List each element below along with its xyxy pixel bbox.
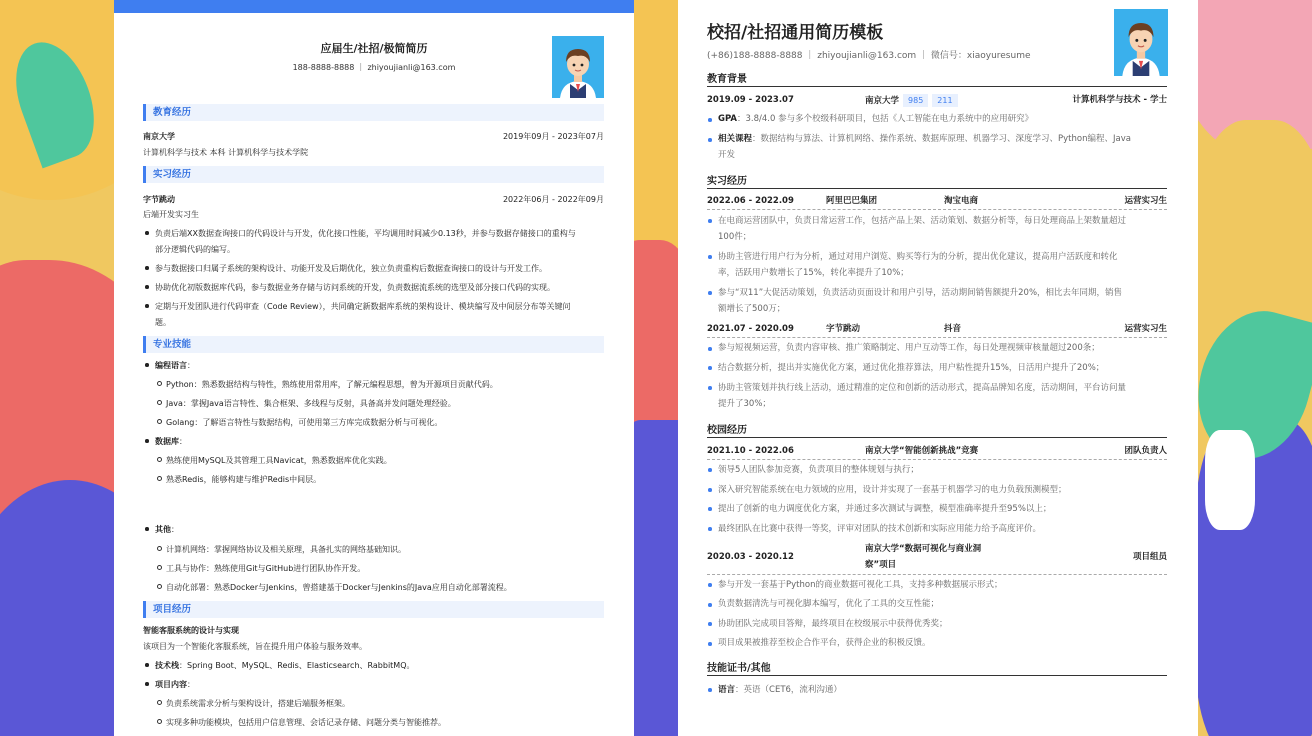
campus-role: 团队负责人	[1124, 446, 1167, 456]
job-line: 100件；	[718, 232, 752, 242]
job-line: 率，活跃用户数增长了15%，转化率提升了10%；	[718, 268, 909, 278]
sub-bullet	[157, 719, 162, 724]
job-line: 协助主管进行用户行为分析，通过对用户浏览、购买等行为的分析，提出优化建议，提高用户活跃度和转化	[718, 252, 1118, 262]
section-skills: 专业技能	[143, 336, 604, 353]
stack-value: ：Spring Boot、MySQL、Redis、Elasticsearch、RabbitMQ。	[179, 661, 415, 670]
bullet-dot	[708, 622, 712, 626]
course-cont: 开发	[718, 150, 736, 160]
resume-title: 应届生/社招/极简简历	[320, 42, 428, 55]
language-value: ：英语（CET6，流利沟通）	[735, 685, 842, 695]
school-name: 南京大学	[865, 96, 900, 106]
gpa-label: GPA	[718, 114, 738, 124]
tag-211: 211	[932, 94, 957, 107]
bullet-dot	[708, 642, 712, 646]
education-date: 2019年09月 - 2023年07月	[502, 132, 604, 141]
campus-date: 2021.10 - 2022.06	[707, 446, 794, 456]
skill-item: 计算机网络：掌握网络协议及相关原理，具备扎实的网络基础知识。	[166, 545, 406, 554]
internship-bullet: 协助优化初版数据库代码，参与数据业务存储与访问系统的开发，负责数据流系统的选型及部分接口代码的实现。	[155, 283, 555, 292]
bullet-dot	[708, 468, 712, 472]
job-line: 额增长了500万；	[718, 304, 786, 314]
internship-bullet-cont: 部分逻辑代码的编写。	[155, 245, 235, 254]
sub-bullet	[157, 476, 162, 481]
skill-group-label: 其他	[155, 525, 171, 534]
job-date: 2021.07 - 2020.09	[707, 324, 794, 334]
bullet-dot	[145, 285, 149, 289]
sub-bullet	[157, 457, 162, 462]
colon: ：	[179, 437, 187, 446]
section-projects: 项目经历	[143, 601, 604, 618]
campus-line: 深入研究智能系统在电力领域的应用，设计并实现了一套基于机器学习的电力负载预测模型；	[718, 485, 1067, 495]
bullet-dot	[145, 304, 149, 308]
sub-bullet	[157, 565, 162, 570]
job-role: 运营实习生	[1124, 324, 1167, 334]
bullet-dot	[145, 439, 149, 443]
bullet-dot	[708, 688, 712, 692]
colon: ：	[171, 525, 179, 534]
bullet-dot	[708, 488, 712, 492]
campus-line: 项目成果被推荐至校企合作平台，获得企业的积极反馈。	[718, 638, 931, 648]
section-certificates: 技能证书/其他	[707, 659, 1167, 676]
education-major: 计算机科学与技术 本科 计算机科学与技术学院	[143, 148, 309, 157]
skill-group-label: 数据库	[155, 437, 179, 446]
skill-item: 工具与协作：熟练使用Git与GitHub进行团队协作开发。	[166, 564, 366, 573]
sub-bullet	[157, 381, 162, 386]
sub-bullet	[157, 546, 162, 551]
colon: ：	[187, 361, 195, 370]
skill-item: Golang：了解语言特性与数据结构，可使用第三方库完成数据分析与可视化。	[166, 418, 443, 427]
project-item: 实现多种功能模块，包括用户信息管理、会话记录存储、问题分类与智能推荐。	[166, 718, 446, 727]
education-date: 2019.09 - 2023.07	[707, 95, 794, 105]
course-label: 相关课程	[718, 134, 753, 144]
campus-line: 领导5人团队参加竞赛，负责项目的整体规划与执行；	[718, 465, 919, 475]
skill-item: 熟练使用MySQL及其管理工具Navicat，熟悉数据库优化实践。	[166, 456, 392, 465]
tag-985: 985	[903, 94, 928, 107]
campus-line: 协助团队完成项目答辩，最终项目在校级展示中获得优秀奖；	[718, 619, 948, 629]
avatar-illustration	[1114, 9, 1168, 76]
job-company: 阿里巴巴集团	[826, 196, 878, 206]
bullet-dot	[708, 527, 712, 531]
divider	[707, 337, 1167, 338]
project-name: 智能客服系统的设计与实现	[143, 626, 239, 635]
job-line: 协助主管策划并执行线上活动，通过精准的定位和创新的活动形式，提高品牌知名度，活动期间，平台访问量	[718, 383, 1127, 393]
resume-top-bar	[114, 0, 634, 13]
skill-item: Java：掌握Java语言特性、集合框架、多线程与反射，具备高并发问题处理经验。	[166, 399, 456, 408]
content-label: 项目内容	[155, 680, 187, 689]
avatar	[552, 36, 604, 98]
bullet-dot	[708, 255, 712, 259]
divider	[707, 209, 1167, 210]
language-label: 语言	[718, 685, 736, 695]
job-line: 在电商运营团队中，负责日常运营工作，包括产品上架、活动策划、数据分析等，每日处理商品上架数量超过	[718, 216, 1127, 226]
skill-item: 自动化部署：熟悉Docker与Jenkins，曾搭建基于Docker与Jenkins的Java应用自动化部署流程。	[166, 583, 512, 592]
job-date: 2022.06 - 2022.09	[707, 196, 794, 206]
bullet-dot	[708, 291, 712, 295]
avatar-illustration	[552, 36, 604, 98]
gpa-value: ：3.8/4.0 参与多个校级科研项目，包括《人工智能在电力系统中的应用研究》	[737, 114, 1034, 124]
bullet-dot	[708, 118, 712, 122]
internship-bullet: 参与数据接口归属子系统的架构设计、功能开发及后期优化，独立负责重构后数据查询接口的设计与开发工作。	[155, 264, 547, 273]
bullet-dot	[145, 527, 149, 531]
avatar	[1114, 9, 1168, 76]
divider	[707, 574, 1167, 575]
campus-name-cont: 察”项目	[865, 560, 897, 570]
bullet-dot	[145, 266, 149, 270]
sub-bullet	[157, 700, 162, 705]
contact-line: (+86)188-8888-8888 ｜ zhiyoujianli@163.com ｜ 微信号：xiaoyuresume	[707, 51, 1031, 61]
bullet-dot	[145, 231, 149, 235]
bullet-dot	[708, 366, 712, 370]
project-desc: 该项目为一个智能化客服系统，旨在提升用户体验与服务效率。	[143, 642, 367, 651]
job-line: 参与短视频运营，负责内容审核、推广策略制定、用户互动等工作，每日处理视频审核量超过200条；	[718, 343, 1100, 353]
job-line: 结合数据分析，提出并实施优化方案，通过优化推荐算法，用户粘性提升15%，日活用户提升了20%；	[718, 363, 1105, 373]
section-internship: 实习经历	[707, 172, 1167, 189]
bullet-dot	[145, 682, 149, 686]
job-role: 运营实习生	[1124, 196, 1167, 206]
stack-label: 技术栈	[155, 661, 179, 670]
internship-bullet: 定期与开发团队进行代码审查（Code Review），共同确定新数据库系统的架构设计、模块编写及中间层分布等关键问	[155, 302, 571, 311]
campus-role: 项目组员	[1132, 552, 1167, 562]
campus-line: 提出了创新的电力调度优化方案，并通过多次测试与调整，模型准确率提升至95%以上；	[718, 504, 1052, 514]
campus-line: 最终团队在比赛中获得一等奖，评审对团队的技术创新和实际应用能力给予高度评价。	[718, 524, 1042, 534]
internship-date: 2022年06月 - 2022年09月	[502, 195, 604, 204]
section-education: 教育经历	[143, 104, 604, 121]
campus-date: 2020.03 - 2020.12	[707, 552, 794, 562]
bullet-dot	[708, 219, 712, 223]
divider	[707, 459, 1167, 460]
campus-name: 南京大学“智能创新挑战”竞赛	[865, 446, 979, 456]
campus-name: 南京大学“数据可视化与商业洞	[865, 544, 982, 554]
bullet-dot	[708, 138, 712, 142]
course-value: ：数据结构与算法、计算机网络、操作系统、数据库原理、机器学习、深度学习、Python编程、Java	[752, 134, 1131, 144]
internship-bullet-cont: 题。	[155, 318, 171, 327]
company-name: 字节跳动	[143, 195, 175, 204]
job-line: 参与“双11”大促活动策划，负责活动页面设计和用户引导，活动期间销售额提升20%，相比去年同期，销售	[718, 288, 1123, 298]
campus-line: 负责数据清洗与可视化脚本编写，优化了工具的交互性能；	[718, 599, 940, 609]
section-internship: 实习经历	[143, 166, 604, 183]
bullet-dot	[708, 583, 712, 587]
contact-line: 188-8888-8888 ｜ zhiyoujianli@163.com	[292, 63, 456, 72]
bullet-dot	[708, 386, 712, 390]
job-line: 提升了30%；	[718, 399, 771, 409]
skill-item: 熟悉Redis，能够构建与维护Redis中间层。	[166, 475, 322, 484]
internship-role: 后端开发实习生	[143, 210, 199, 219]
resume-general[interactable]	[678, 0, 1198, 736]
section-campus: 校园经历	[707, 421, 1167, 438]
sub-bullet	[157, 584, 162, 589]
project-item: 负责系统需求分析与架构设计，搭建后端服务框架。	[166, 699, 350, 708]
bullet-dot	[145, 663, 149, 667]
bullet-dot	[145, 363, 149, 367]
job-company: 字节跳动	[826, 324, 861, 334]
skill-item: Python：熟悉数据结构与特性，熟练使用常用库，了解元编程思想，曾为开源项目贡献代码。	[166, 380, 498, 389]
degree: 计算机科学与技术 - 学士	[1072, 95, 1167, 105]
colon: ：	[187, 680, 195, 689]
section-education: 教育背景	[707, 70, 1167, 87]
job-dept: 淘宝电商	[944, 196, 979, 206]
resume-title: 校招/社招通用简历模板	[707, 23, 884, 43]
skill-group-label: 编程语言	[155, 361, 187, 370]
bullet-dot	[708, 603, 712, 607]
sub-bullet	[157, 400, 162, 405]
bullet-dot	[708, 507, 712, 511]
school-name: 南京大学	[143, 132, 175, 141]
job-dept: 抖音	[944, 324, 962, 334]
resume-minimal[interactable]	[114, 0, 634, 736]
internship-bullet: 负责后端XX数据查询接口的代码设计与开发，优化接口性能，平均调用时间减少0.13秒，并参与数据存储接口的重构与	[155, 229, 576, 238]
bullet-dot	[708, 347, 712, 351]
campus-line: 参与开发一套基于Python的商业数据可视化工具，支持多种数据展示形式；	[718, 580, 1003, 590]
sub-bullet	[157, 419, 162, 424]
